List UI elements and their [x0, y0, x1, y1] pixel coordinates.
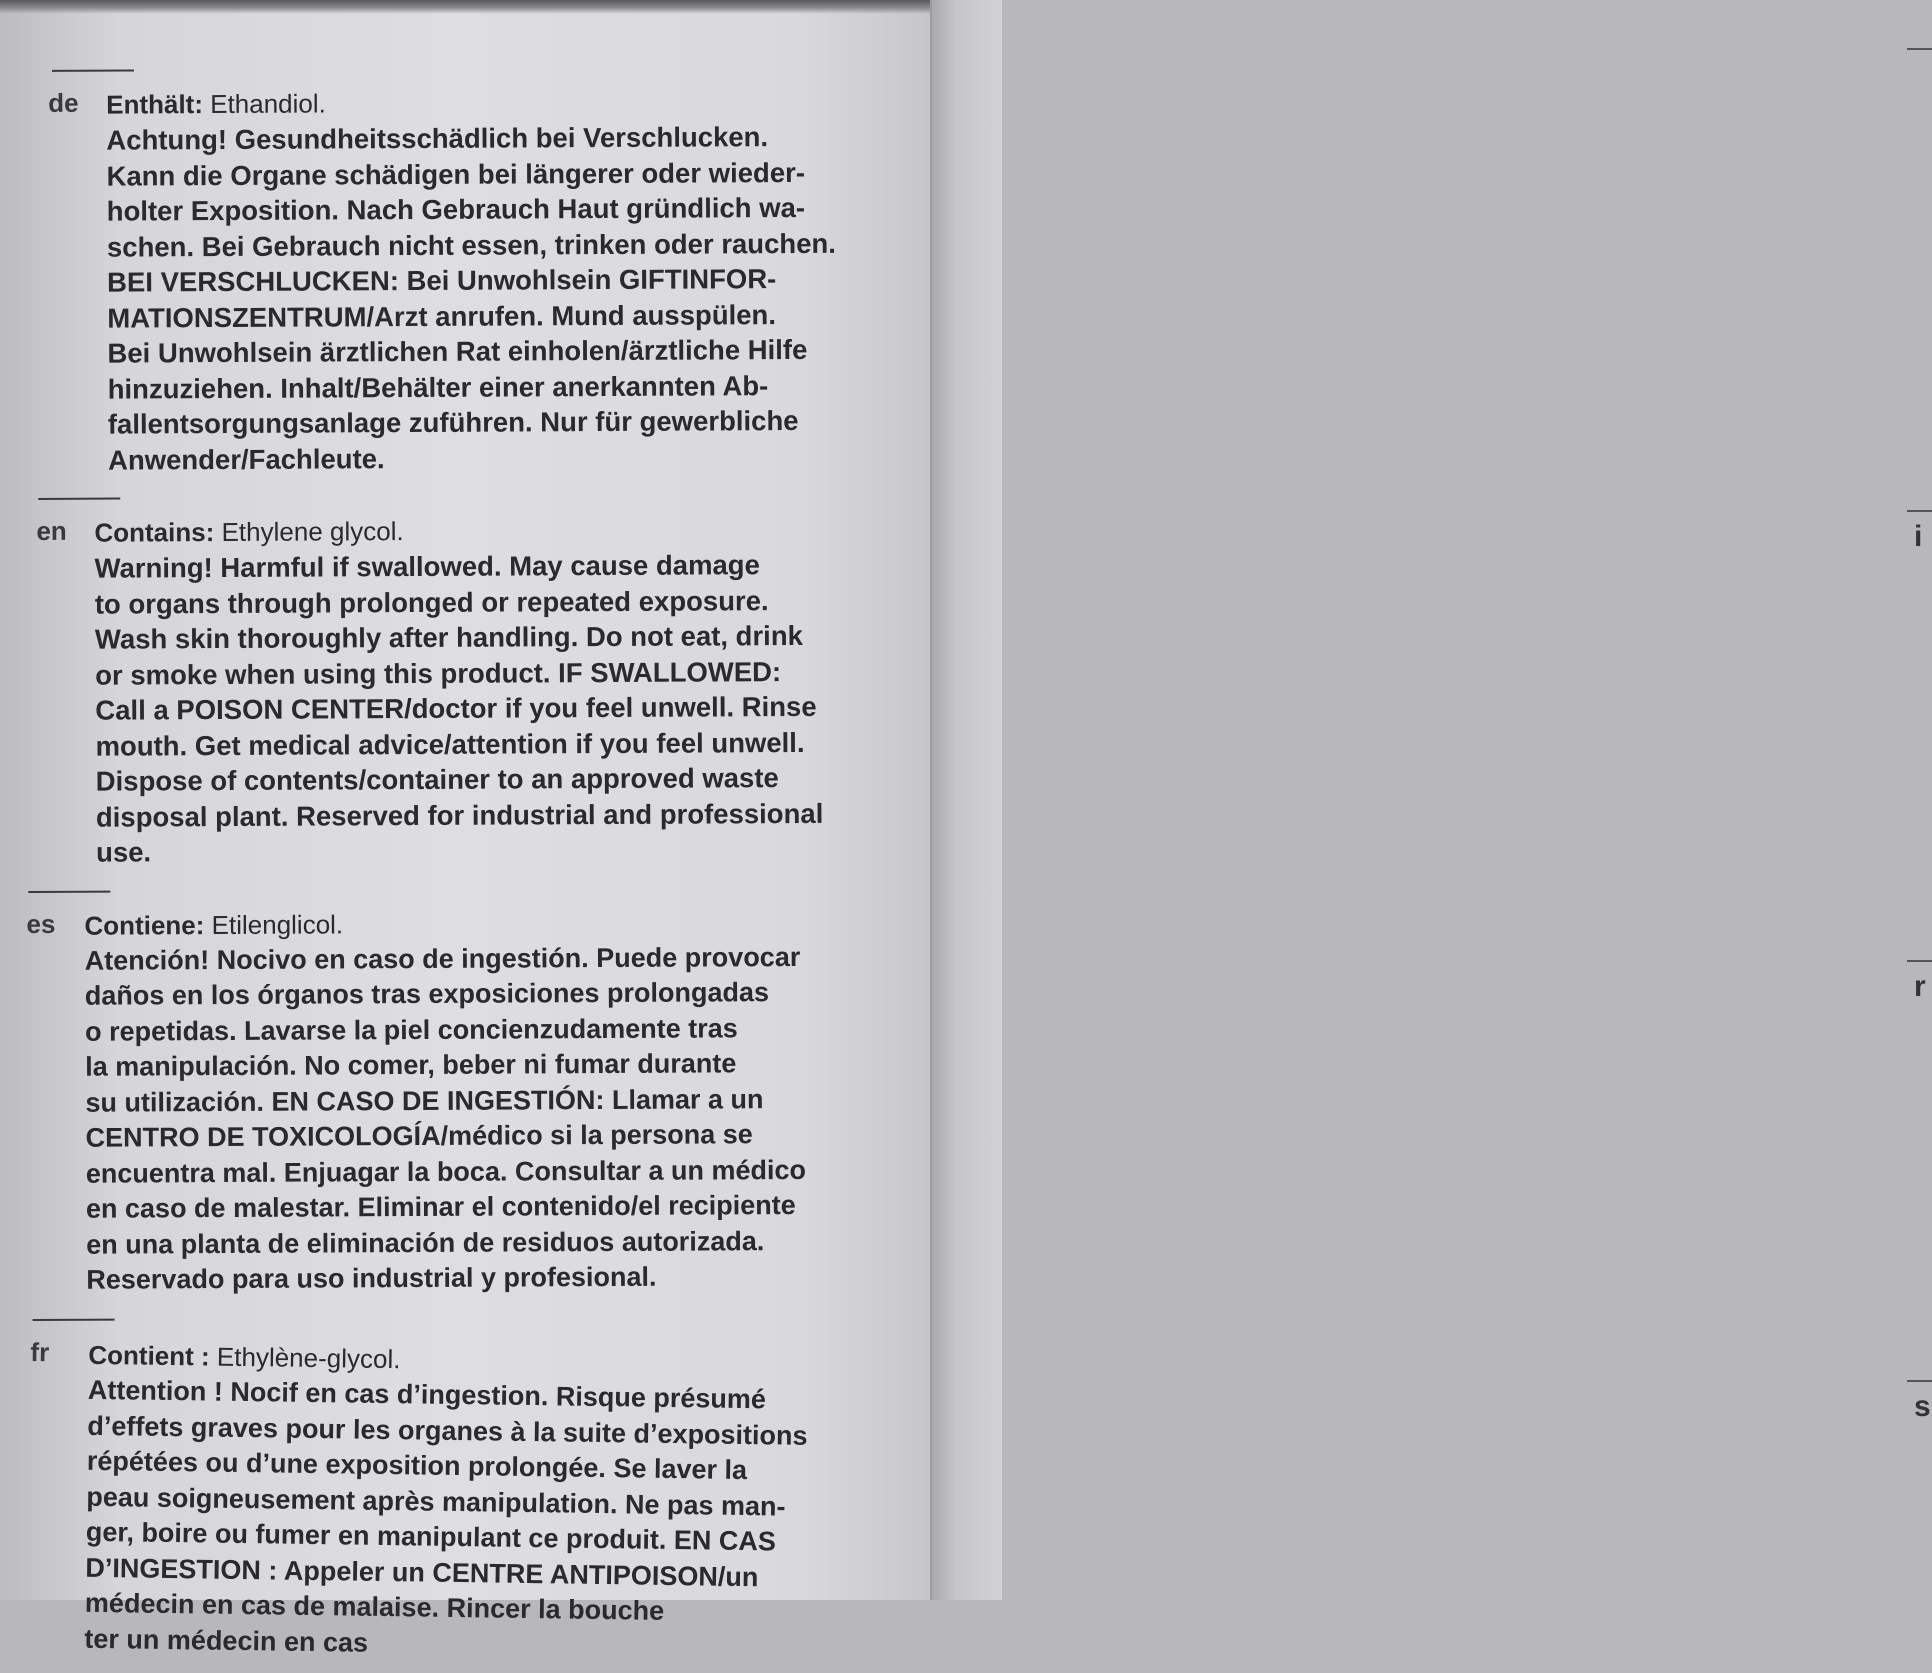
section-divider: [28, 890, 110, 892]
contains-line: [106, 83, 930, 122]
warning-line: MATIONSZENTRUM/Arzt anrufen. Mund ausspülen.: [107, 298, 777, 334]
edge-letter: i: [1914, 520, 1923, 553]
section-de: [48, 83, 932, 478]
contains-label: Contient :: [88, 1339, 210, 1372]
warning-line: Reservado para uso industrial y profesional.: [86, 1261, 657, 1295]
contains-value: Ethylène-glycol.: [216, 1341, 401, 1374]
warning-line: peau soigneusement après manipulation. Ne pas man-: [86, 1480, 786, 1521]
language-code: en: [36, 515, 67, 546]
warning-line: BEI VERSCHLUCKEN: Bei Unwohlsein GIFTINFOR-: [107, 263, 777, 298]
warning-line: ter un médecin en cas: [84, 1622, 369, 1657]
warning-line: répétées ou d’une exposition prolongée. Se laver la: [86, 1445, 748, 1485]
warning-line: Kann die Organe schädigen bei längerer oder wieder-: [106, 156, 806, 192]
warning-line: schen. Bei Gebrauch nicht essen, trinken oder rauchen.: [106, 227, 836, 263]
edge-letter: r: [1914, 970, 1926, 1003]
warning-line: en una planta de eliminación de residuos autorizada.: [86, 1225, 765, 1260]
warning-line: o repetidas. Lavarse la piel concienzudamente tras: [84, 1012, 738, 1047]
warning-line: fallentsorgungsanlage zuführen. Nur für gewerbliche: [107, 404, 799, 440]
edge-rule: [1907, 1380, 1932, 1382]
warning-line: Dispose of contents/container to an approved waste: [95, 762, 779, 797]
section-divider: [52, 69, 134, 71]
warning-line: encuentra mal. Enjuagar la boca. Consultar a un médico: [85, 1154, 807, 1189]
warning-line: D’INGESTION : Appeler un CENTRE ANTIPOISON/un: [85, 1551, 759, 1592]
warning-line: hinzuziehen. Inhalt/Behälter einer anerkannten Ab-: [107, 369, 769, 405]
warning-line: Achtung! Gesundheitsschädlich bei Verschlucken.: [106, 121, 769, 156]
edge-rule: [1907, 960, 1932, 962]
edge-rule: [1907, 48, 1932, 50]
edge-letter: s: [1914, 1390, 1931, 1423]
contains-line: [94, 511, 932, 550]
warning-line: Wash skin thoroughly after handling. Do not eat, drink: [94, 619, 803, 655]
contains-value: Ethandiol.: [210, 88, 326, 120]
warning-line: disposal plant. Reserved for industrial and professional: [95, 797, 824, 833]
section-divider: [38, 498, 120, 500]
language-code: fr: [30, 1336, 50, 1367]
section-en: [36, 511, 934, 870]
warning-line: Bei Unwohlsein ärztlichen Rat einholen/ärztliche Hilfe: [107, 333, 808, 369]
section-es: [26, 904, 936, 1299]
contains-label: Contiene:: [84, 909, 205, 941]
warning-line: holter Exposition. Nach Gebrauch Haut gründlich wa-: [106, 191, 806, 227]
warning-line: Attention ! Nocif en cas d’ingestion. Risque présumé: [87, 1374, 767, 1414]
warning-line: daños en los órganos tras exposiciones prolongadas: [84, 977, 770, 1011]
language-code: de: [48, 87, 79, 118]
contains-label: Enthält:: [106, 89, 204, 120]
section-fr: [26, 1337, 936, 1669]
adjacent-page-strip: [930, 0, 1931, 1600]
warning-line: Call a POISON CENTER/doctor if you feel unwell. Rinse: [95, 690, 817, 726]
warning-line: use.: [96, 836, 152, 868]
warning-line: Anwender/Fachleute.: [107, 442, 385, 476]
warning-line: or smoke when using this product. IF SWALLOWED:: [95, 655, 782, 691]
language-code: es: [26, 908, 56, 939]
contains-line: [84, 904, 934, 943]
warning-line: la manipulación. No comer, beber ni fumar durante: [85, 1048, 737, 1082]
edge-rule: [1907, 510, 1932, 512]
warning-line: su utilización. EN CASO DE INGESTIÓN: Llamar a un: [85, 1083, 764, 1118]
warning-line: d’effets graves pour les organes à la suite d’expositions: [87, 1409, 808, 1450]
contains-label: Contains:: [94, 517, 215, 548]
contains-value: Ethylene glycol.: [221, 516, 404, 548]
warning-line: Warning! Harmful if swallowed. May cause damage: [94, 549, 760, 584]
warning-line: médecin en cas de malaise. Rincer la bouche: [84, 1587, 665, 1626]
safety-label-text: [26, 65, 938, 1657]
warning-line: CENTRO DE TOXICOLOGÍA/médico si la persona se: [85, 1119, 753, 1153]
top-edge-shadow: [0, 0, 1000, 14]
warning-line: ger, boire ou fumer en manipulant ce produit. EN CAS: [85, 1516, 777, 1556]
warning-line: en caso de malestar. Eliminar el contenido/el recipiente: [85, 1190, 796, 1224]
section-divider: [33, 1318, 115, 1320]
warning-line: to organs through prolonged or repeated exposure.: [94, 584, 769, 620]
warning-line: Atención! Nocivo en caso de ingestión. Puede provocar: [84, 941, 801, 976]
warning-line: mouth. Get medical advice/attention if you feel unwell.: [95, 726, 805, 762]
contains-value: Etilenglicol.: [211, 908, 344, 940]
